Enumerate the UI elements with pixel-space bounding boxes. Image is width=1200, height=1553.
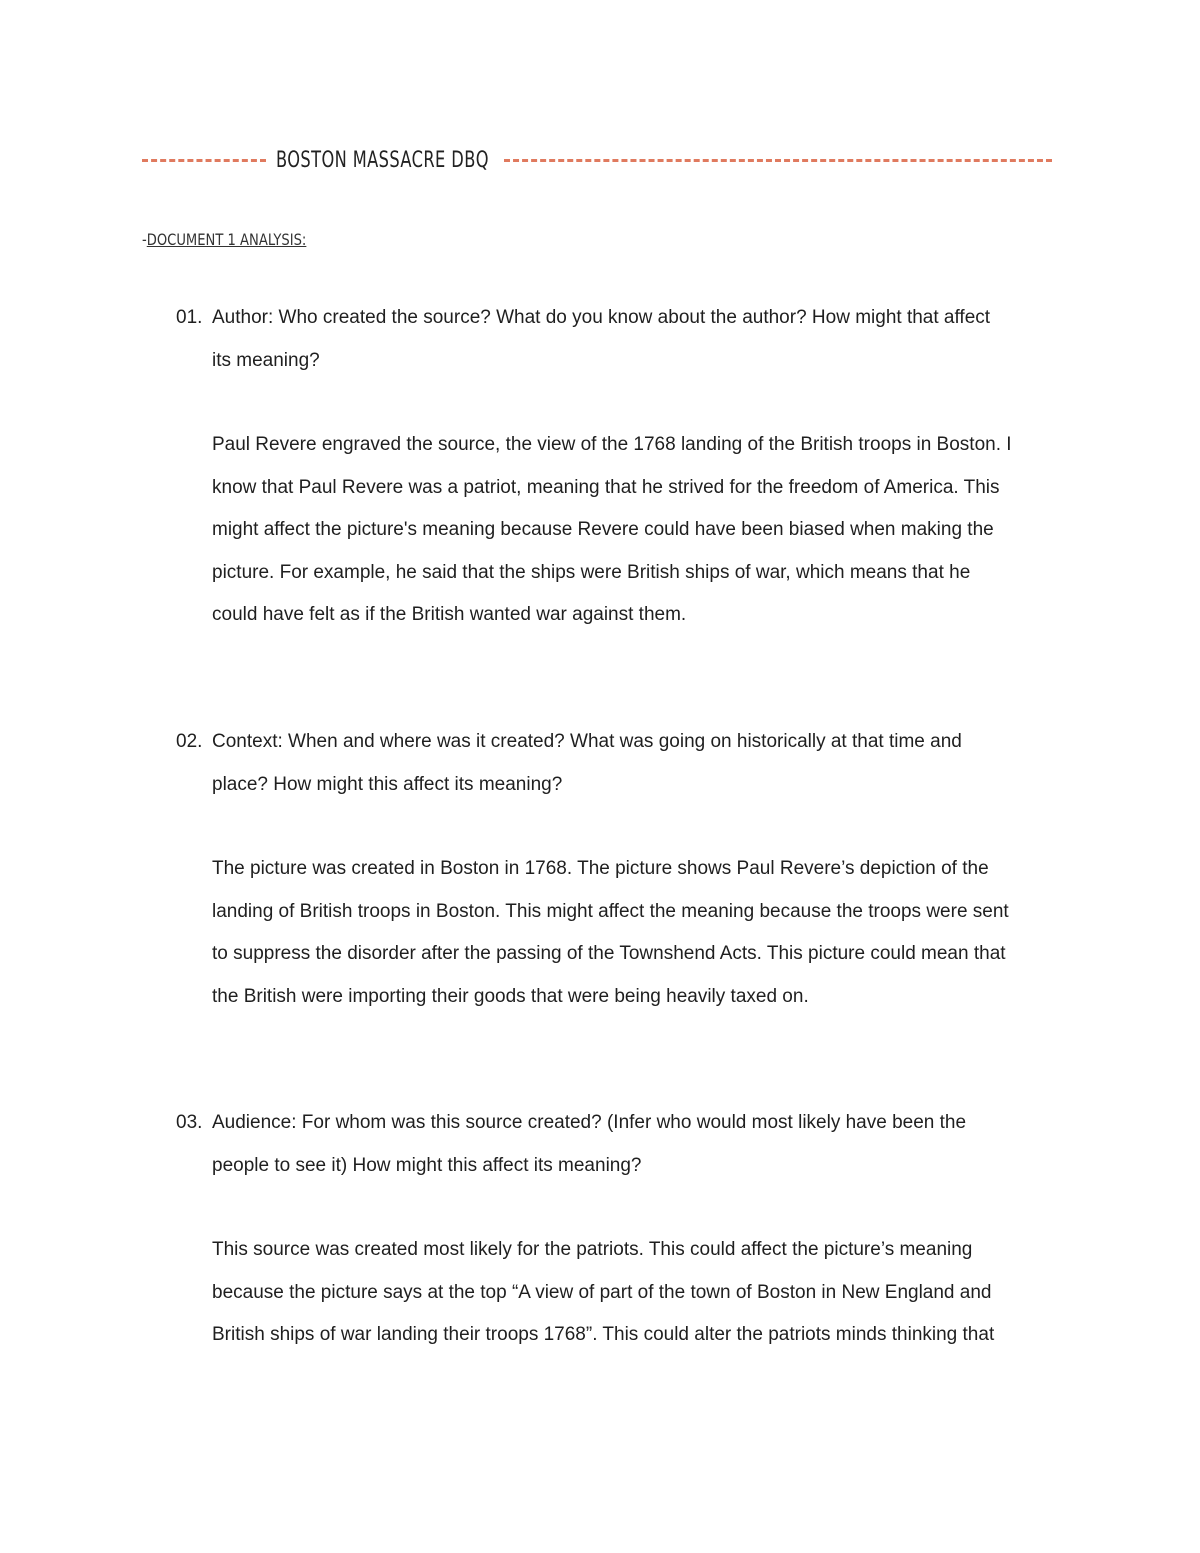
section-heading <box>142 230 306 249</box>
answer-1-line-3: might affect the picture's meaning because Revere could have been biased when making the <box>212 519 994 540</box>
question-3 <box>176 1102 1056 1187</box>
answer-1-line-5: could have felt as if the British wanted war against them. <box>212 604 687 625</box>
answer-2-line-2: landing of British troops in Boston. This might affect the meaning because the troops were sent <box>212 900 1009 922</box>
question-3-text <box>212 1102 1056 1187</box>
answer-3-line-3: British ships of war landing their troops 1768”. This could alter the patriots minds thinking that <box>212 1324 995 1345</box>
answer-1-line-2: know that Paul Revere was a patriot, meaning that he strived for the freedom of America. This <box>212 476 1000 498</box>
question-2-line-1: Context: When and where was it created? What was going on historically at that time and <box>212 731 962 752</box>
answer-3-line-2: because the picture says at the top “A view of part of the town of Boston in New England and <box>212 1281 992 1303</box>
question-2-text <box>212 721 1056 806</box>
question-2-number: 02. <box>176 731 203 752</box>
question-3-number: 03. <box>176 1112 203 1133</box>
answer-1-line-1: Paul Revere engraved the source, the view of the 1768 landing of the British troops in Boston. I <box>212 434 1012 455</box>
answer-2-line-3: to suppress the disorder after the passing of the Townshend Acts. This picture could mean that <box>212 943 1006 964</box>
title-rule-right <box>504 159 1052 162</box>
answer-3-line-1: This source was created most likely for the patriots. This could affect the picture’s meaning <box>212 1239 973 1260</box>
question-1-line-2: its meaning? <box>212 349 320 371</box>
question-2 <box>176 721 1056 806</box>
question-1-number: 01. <box>176 307 203 328</box>
title-rule-left <box>142 159 266 162</box>
question-1-line-1: Author: Who created the source? What do you know about the author? How might that affect <box>212 307 991 328</box>
title-row <box>142 140 1052 180</box>
question-1-text <box>212 297 1056 382</box>
question-3-line-1: Audience: For whom was this source created? (Infer who would most likely have been the <box>212 1112 967 1133</box>
question-2-line-2: place? How might this affect its meaning? <box>212 773 563 795</box>
section-heading-text: DOCUMENT 1 ANALYSIS: <box>146 230 307 249</box>
answer-1 <box>212 424 1062 637</box>
answer-3 <box>212 1229 1062 1357</box>
answer-2 <box>212 848 1062 1018</box>
question-1 <box>176 297 1056 382</box>
section-prefix: - <box>142 230 147 249</box>
answer-2-line-1: The picture was created in Boston in 1768. The picture shows Paul Revere’s depiction of the <box>212 858 989 879</box>
document-title: BOSTON MASSACRE DBQ <box>276 147 489 173</box>
answer-1-line-4: picture. For example, he said that the ships were British ships of war, which means that he <box>212 561 971 583</box>
question-3-line-2: people to see it) How might this affect its meaning? <box>212 1154 642 1176</box>
answer-2-line-4: the British were importing their goods that were being heavily taxed on. <box>212 985 809 1007</box>
